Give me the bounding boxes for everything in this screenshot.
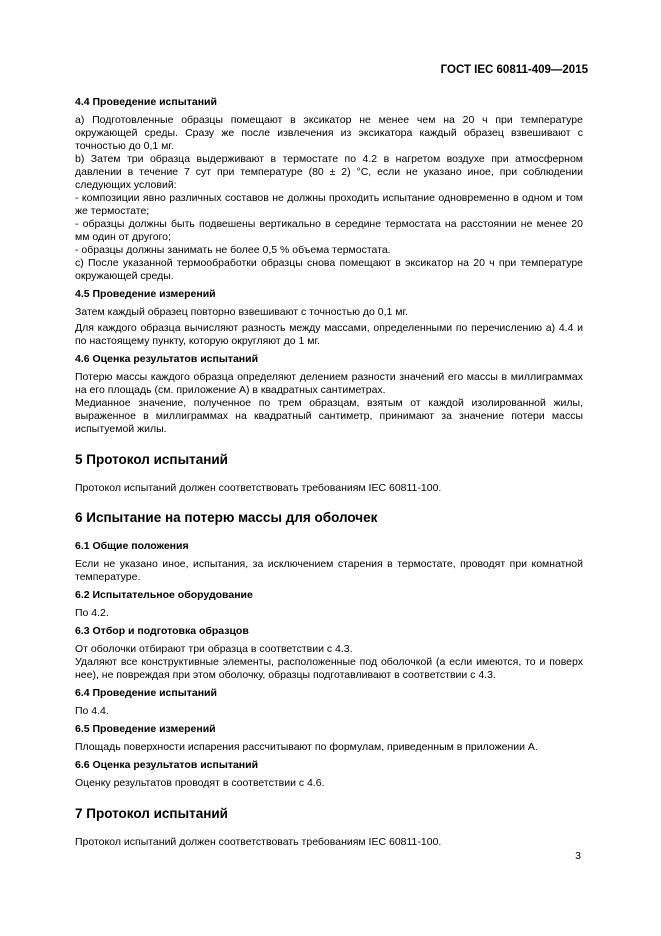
doc-code-header: ГОСТ IEC 60811-409—2015 bbox=[440, 64, 588, 76]
section-6-3-p1: От оболочки отбирают три образца в соответствии с 4.3. bbox=[75, 643, 353, 655]
section-6-title: 6 Испытание на потерю массы для оболочек bbox=[75, 510, 378, 525]
section-6-3-p2: Удаляют все конструктивные элементы, расположенные под оболочкой (а если имеются, то и поверх нее), не повреждая при этом оболочку, образцы подготавливают в соответствии с 4.3. bbox=[75, 656, 583, 681]
section-4-5-title: 4.5 Проведение измерений bbox=[75, 288, 216, 300]
section-4-4-item-a: a) Подготовленные образцы помещают в эксикатор не менее чем на 20 ч при температуре окружающей среды. Сразу же после извлечения из эксикатора каждый образец взвешивают с точностью до 0,1 мг. bbox=[75, 114, 583, 152]
section-6-5-title: 6.5 Проведение измерений bbox=[75, 723, 216, 735]
section-6-4-title: 6.4 Проведение испытаний bbox=[75, 687, 217, 699]
section-6-5-p1: Площадь поверхности испарения рассчитывают по формулам, приведенным в приложении А. bbox=[75, 741, 538, 753]
section-6-3-title: 6.3 Отбор и подготовка образцов bbox=[75, 625, 249, 637]
section-7-title: 7 Протокол испытаний bbox=[75, 806, 228, 821]
section-6-2-title: 6.2 Испытательное оборудование bbox=[75, 589, 253, 601]
section-5-title: 5 Протокол испытаний bbox=[75, 452, 228, 467]
section-6-6-p1: Оценку результатов проводят в соответствии с 4.6. bbox=[75, 777, 325, 789]
section-5-p1: Протокол испытаний должен соответствовать требованиям IEC 60811-100. bbox=[75, 482, 442, 494]
section-4-6-title: 4.6 Оценка результатов испытаний bbox=[75, 353, 259, 365]
section-4-4-item-b-dash-1: - композиции явно различных составов не должны проходить испытание одновременно в одном и том же термостате; bbox=[75, 192, 583, 217]
section-4-4-title: 4.4 Проведение испытаний bbox=[75, 96, 217, 108]
section-6-1-title: 6.1 Общие положения bbox=[75, 540, 189, 552]
document-body bbox=[75, 96, 583, 849]
section-4-4-item-b-dash-3: - образцы должны занимать не более 0,5 % объема термостата. bbox=[75, 244, 391, 256]
section-4-6-p2: Медианное значение, полученное по трем образцам, взятым от каждой изолированной жилы, выраженное в миллиграммах на квадратный сантиметр, принимают за значение потери массы испытуемой жилы. bbox=[75, 397, 583, 435]
page-number: 3 bbox=[575, 850, 581, 862]
section-4-5-p1: Затем каждый образец повторно взвешивают с точностью до 0,1 мг. bbox=[75, 306, 408, 318]
section-6-4-p1: По 4.4. bbox=[75, 705, 109, 717]
section-4-4-item-b: b) Затем три образца выдерживают в термостате по 4.2 в нагретом воздухе при атмосферном давлении в течение 7 сут при температуре (80 ± 2) °С, если не указано иное, при соблюдении следующих условий: bbox=[75, 153, 583, 191]
section-6-1-p1: Если не указано иное, испытания, за исключением старения в термостате, проводят при комнатной температуре. bbox=[75, 558, 583, 583]
section-4-4-item-c: c) После указанной термообработки образцы снова помещают в эксикатор на 20 ч при температуре окружающей среды. bbox=[75, 257, 583, 282]
section-7-p1: Протокол испытаний должен соответствовать требованиям IEC 60811-100. bbox=[75, 836, 442, 848]
section-4-5-p2: Для каждого образца вычисляют разность между массами, определенными по перечислению а) 4.4 и по настоящему пункту, которую округляют до 1 мг. bbox=[75, 322, 583, 347]
section-6-6-title: 6.6 Оценка результатов испытаний bbox=[75, 759, 259, 771]
section-4-6-p1: Потерю массы каждого образца определяют делением разности значений его массы в миллиграммах на его площадь (см. приложение А) в квадратных сантиметрах. bbox=[75, 371, 583, 396]
section-4-4-item-b-dash-2: - образцы должны быть подвешены вертикально в середине термостата на расстоянии не менее 20 мм один от другого; bbox=[75, 218, 583, 243]
section-6-2-p1: По 4.2. bbox=[75, 607, 109, 619]
